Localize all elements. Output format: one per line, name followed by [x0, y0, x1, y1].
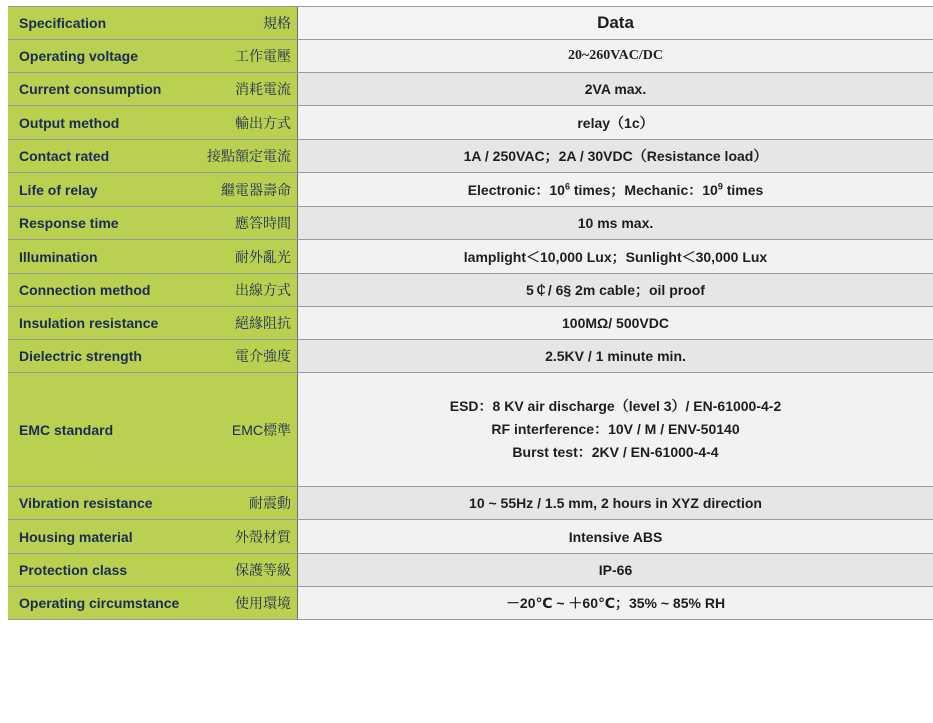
row-label-en: Output method	[8, 106, 199, 140]
row-label-en: Protection class	[8, 554, 199, 587]
life-electronic-text: Electronic：10	[467, 181, 565, 198]
specification-table	[8, 6, 933, 620]
row-value: 10 ~ 55Hz / 1.5 mm, 2 hours in XYZ direction	[298, 487, 933, 520]
row-label-en: Life of relay	[8, 173, 199, 207]
row-label-zh: 保護等級	[199, 554, 298, 587]
row-label-zh: 耐外亂光	[199, 240, 298, 274]
row-label-en: Illumination	[8, 240, 199, 274]
row-label-en: Vibration resistance	[8, 487, 199, 520]
header-spec-en: Specification	[8, 7, 199, 40]
row-label-zh: 電介強度	[199, 340, 298, 373]
row-value	[298, 173, 933, 207]
row-value: 5￠/ 6§ 2m cable；oil proof	[298, 274, 933, 307]
table-row	[8, 240, 933, 274]
table-row	[8, 520, 933, 554]
row-label-zh: 出線方式	[199, 274, 298, 307]
table-row	[8, 274, 933, 307]
row-value: 20~260VAC/DC	[298, 40, 933, 73]
emc-line: Burst test：2KV / EN-61000-4-4	[512, 444, 719, 460]
row-value: 10 ms max.	[298, 207, 933, 240]
table-row	[8, 307, 933, 340]
table-row	[8, 207, 933, 240]
row-label-zh: 工作電壓	[199, 40, 298, 73]
row-value: relay（1c）	[298, 106, 933, 140]
row-label-zh: 繼電器壽命	[199, 173, 298, 207]
row-value: 1A / 250VAC；2A / 30VDC（Resistance load）	[298, 140, 933, 173]
row-label-en: Dielectric strength	[8, 340, 199, 373]
row-label-en: EMC standard	[8, 373, 199, 487]
table-row	[8, 340, 933, 373]
row-label-en: Contact rated	[8, 140, 199, 173]
emc-value-block	[298, 373, 933, 487]
row-value: 2VA max.	[298, 73, 933, 106]
row-value: lamplight＜10,000 Lux；Sunlight＜30,000 Lux	[298, 240, 933, 274]
table-row	[8, 73, 933, 106]
header-spec-zh: 規格	[199, 7, 298, 40]
table-row	[8, 554, 933, 587]
row-label-zh: 輸出方式	[199, 106, 298, 140]
row-label-en: Current consumption	[8, 73, 199, 106]
table-row	[8, 487, 933, 520]
life-mechanic-exponent: 9	[717, 180, 723, 191]
row-label-zh: 耐震動	[199, 487, 298, 520]
row-label-zh: 消耗電流	[199, 73, 298, 106]
row-label-zh: 使用環境	[199, 587, 298, 620]
table-row	[8, 373, 933, 487]
row-label-zh: 絕緣阻抗	[199, 307, 298, 340]
life-mechanic-text: times；Mechanic：10	[569, 181, 718, 198]
row-label-zh: 外殼材質	[199, 520, 298, 554]
row-label-zh: 應答時間	[199, 207, 298, 240]
row-label-en: Housing material	[8, 520, 199, 554]
row-label-zh: EMC標準	[199, 373, 298, 487]
row-value: 2.5KV / 1 minute min.	[298, 340, 933, 373]
row-label-en: Insulation resistance	[8, 307, 199, 340]
life-times-text: times	[722, 181, 764, 198]
row-value: Intensive ABS	[298, 520, 933, 554]
table-row	[8, 587, 933, 620]
table-row	[8, 140, 933, 173]
table-header-row	[8, 7, 933, 40]
life-electronic-exponent: 6	[564, 180, 570, 191]
row-value: －20℃ ~ ＋60℃；35% ~ 85% RH	[298, 587, 933, 620]
row-value: IP-66	[298, 554, 933, 587]
row-label-zh: 接點額定電流	[199, 140, 298, 173]
header-data: Data	[298, 7, 933, 40]
emc-line: ESD：8 KV air discharge（level 3）/ EN-61000-4-2	[449, 398, 782, 414]
row-label-en: Operating circumstance	[8, 587, 199, 620]
row-value: 100MΩ/ 500VDC	[298, 307, 933, 340]
emc-line: RF interference：10V / M / ENV-50140	[491, 421, 740, 437]
row-label-en: Response time	[8, 207, 199, 240]
table-row	[8, 106, 933, 140]
row-label-en: Operating voltage	[8, 40, 199, 73]
table-row	[8, 173, 933, 207]
row-label-en: Connection method	[8, 274, 199, 307]
table-row	[8, 40, 933, 73]
